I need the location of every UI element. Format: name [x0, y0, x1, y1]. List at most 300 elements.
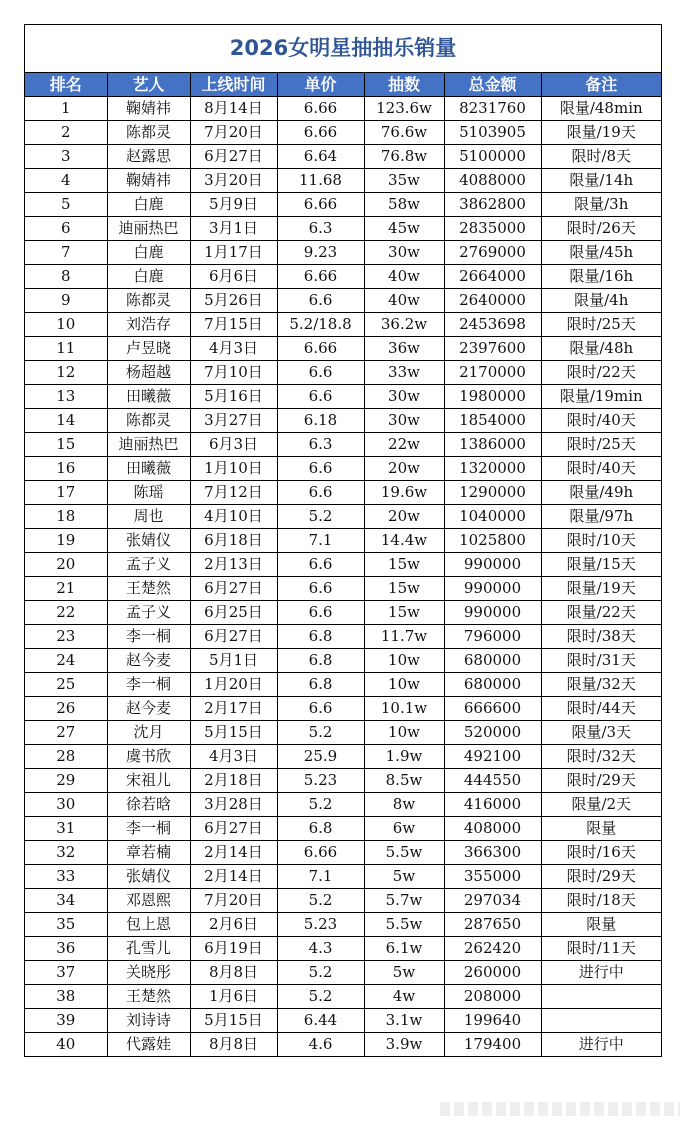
- total-amount-cell: 1290000: [444, 481, 541, 505]
- remarks-cell: 限时/8天: [541, 145, 661, 169]
- column-header-unit-price: 单价: [277, 73, 364, 97]
- table-row: [25, 865, 661, 889]
- draw-count-cell: 6w: [364, 817, 444, 841]
- unit-price-cell: 5.2/18.8: [277, 313, 364, 337]
- rank-cell: 19: [25, 529, 107, 553]
- total-amount-cell: 680000: [444, 649, 541, 673]
- draw-count-cell: 30w: [364, 385, 444, 409]
- artist-cell: 白鹿: [107, 265, 190, 289]
- rank-cell: 28: [25, 745, 107, 769]
- rank-cell: 22: [25, 601, 107, 625]
- table-row: [25, 97, 661, 121]
- draw-count-cell: 4w: [364, 985, 444, 1009]
- launch-date-cell: 6月19日: [190, 937, 277, 961]
- rank-cell: 37: [25, 961, 107, 985]
- launch-date-cell: 1月6日: [190, 985, 277, 1009]
- sales-table: [25, 73, 661, 1056]
- launch-date-cell: 6月18日: [190, 529, 277, 553]
- artist-cell: 周也: [107, 505, 190, 529]
- table-row: [25, 985, 661, 1009]
- launch-date-cell: 2月6日: [190, 913, 277, 937]
- launch-date-cell: 6月3日: [190, 433, 277, 457]
- table-row: [25, 625, 661, 649]
- table-row: [25, 457, 661, 481]
- unit-price-cell: 6.6: [277, 577, 364, 601]
- artist-cell: 陈瑶: [107, 481, 190, 505]
- launch-date-cell: 5月1日: [190, 649, 277, 673]
- artist-cell: 孟子义: [107, 553, 190, 577]
- draw-count-cell: 5.5w: [364, 841, 444, 865]
- artist-cell: 田曦薇: [107, 457, 190, 481]
- rank-cell: 1: [25, 97, 107, 121]
- rank-cell: 30: [25, 793, 107, 817]
- remarks-cell: 限时/16天: [541, 841, 661, 865]
- unit-price-cell: 11.68: [277, 169, 364, 193]
- total-amount-cell: 2769000: [444, 241, 541, 265]
- launch-date-cell: 3月28日: [190, 793, 277, 817]
- rank-cell: 5: [25, 193, 107, 217]
- table-title: 2026女明星抽抽乐销量: [25, 25, 661, 73]
- total-amount-cell: 1320000: [444, 457, 541, 481]
- launch-date-cell: 5月26日: [190, 289, 277, 313]
- artist-cell: 徐若晗: [107, 793, 190, 817]
- unit-price-cell: 5.2: [277, 505, 364, 529]
- unit-price-cell: 6.6: [277, 553, 364, 577]
- total-amount-cell: 262420: [444, 937, 541, 961]
- column-header-total-amount: 总金额: [444, 73, 541, 97]
- draw-count-cell: 40w: [364, 289, 444, 313]
- table-row: [25, 673, 661, 697]
- launch-date-cell: 4月3日: [190, 337, 277, 361]
- total-amount-cell: 796000: [444, 625, 541, 649]
- draw-count-cell: 30w: [364, 409, 444, 433]
- rank-cell: 7: [25, 241, 107, 265]
- rank-cell: 24: [25, 649, 107, 673]
- artist-cell: 鞠婧祎: [107, 97, 190, 121]
- launch-date-cell: 7月20日: [190, 889, 277, 913]
- total-amount-cell: 2453698: [444, 313, 541, 337]
- rank-cell: 29: [25, 769, 107, 793]
- remarks-cell: 限量/16h: [541, 265, 661, 289]
- total-amount-cell: 5100000: [444, 145, 541, 169]
- artist-cell: 王楚然: [107, 577, 190, 601]
- total-amount-cell: 666600: [444, 697, 541, 721]
- launch-date-cell: 3月20日: [190, 169, 277, 193]
- remarks-cell: 限量/4h: [541, 289, 661, 313]
- table-row: [25, 217, 661, 241]
- table-row: [25, 961, 661, 985]
- launch-date-cell: 6月27日: [190, 817, 277, 841]
- draw-count-cell: 76.8w: [364, 145, 444, 169]
- launch-date-cell: 6月6日: [190, 265, 277, 289]
- unit-price-cell: 6.6: [277, 289, 364, 313]
- draw-count-cell: 5.7w: [364, 889, 444, 913]
- remarks-cell: 限时/44天: [541, 697, 661, 721]
- artist-cell: 赵今麦: [107, 697, 190, 721]
- artist-cell: 李一桐: [107, 673, 190, 697]
- table-row: [25, 289, 661, 313]
- remarks-cell: 限量/2天: [541, 793, 661, 817]
- remarks-cell: 限时/38天: [541, 625, 661, 649]
- table-row: [25, 361, 661, 385]
- total-amount-cell: 990000: [444, 577, 541, 601]
- faded-footer-text: [440, 1102, 680, 1116]
- table-row: [25, 769, 661, 793]
- rank-cell: 33: [25, 865, 107, 889]
- rank-cell: 36: [25, 937, 107, 961]
- header-row: [25, 73, 661, 97]
- draw-count-cell: 6.1w: [364, 937, 444, 961]
- remarks-cell: 限时/29天: [541, 865, 661, 889]
- remarks-cell: 限时/22天: [541, 361, 661, 385]
- total-amount-cell: 2397600: [444, 337, 541, 361]
- unit-price-cell: 6.44: [277, 1009, 364, 1033]
- table-row: [25, 193, 661, 217]
- table-row: [25, 433, 661, 457]
- table-row: [25, 577, 661, 601]
- launch-date-cell: 8月8日: [190, 1033, 277, 1057]
- remarks-cell: 限量/49h: [541, 481, 661, 505]
- table-row: [25, 505, 661, 529]
- draw-count-cell: 30w: [364, 241, 444, 265]
- remarks-cell: 限量/97h: [541, 505, 661, 529]
- unit-price-cell: 6.3: [277, 217, 364, 241]
- unit-price-cell: 5.2: [277, 985, 364, 1009]
- rank-cell: 4: [25, 169, 107, 193]
- unit-price-cell: 6.6: [277, 385, 364, 409]
- table-body: [25, 97, 661, 1057]
- remarks-cell: 限量/19天: [541, 121, 661, 145]
- launch-date-cell: 5月9日: [190, 193, 277, 217]
- unit-price-cell: 5.2: [277, 961, 364, 985]
- draw-count-cell: 40w: [364, 265, 444, 289]
- draw-count-cell: 10.1w: [364, 697, 444, 721]
- launch-date-cell: 7月15日: [190, 313, 277, 337]
- launch-date-cell: 3月27日: [190, 409, 277, 433]
- artist-cell: 孔雪儿: [107, 937, 190, 961]
- artist-cell: 张婧仪: [107, 529, 190, 553]
- table-row: [25, 385, 661, 409]
- unit-price-cell: 5.2: [277, 721, 364, 745]
- rank-cell: 34: [25, 889, 107, 913]
- remarks-cell: 限时/25天: [541, 433, 661, 457]
- total-amount-cell: 408000: [444, 817, 541, 841]
- launch-date-cell: 7月20日: [190, 121, 277, 145]
- launch-date-cell: 1月20日: [190, 673, 277, 697]
- launch-date-cell: 6月27日: [190, 625, 277, 649]
- total-amount-cell: 2664000: [444, 265, 541, 289]
- rank-cell: 14: [25, 409, 107, 433]
- remarks-cell: [541, 1009, 661, 1033]
- remarks-cell: 限量/14h: [541, 169, 661, 193]
- total-amount-cell: 1386000: [444, 433, 541, 457]
- remarks-cell: 限时/25天: [541, 313, 661, 337]
- table-row: [25, 745, 661, 769]
- artist-cell: 卢昱晓: [107, 337, 190, 361]
- column-header-draw-count: 抽数: [364, 73, 444, 97]
- launch-date-cell: 6月27日: [190, 145, 277, 169]
- unit-price-cell: 6.66: [277, 265, 364, 289]
- remarks-cell: 进行中: [541, 961, 661, 985]
- artist-cell: 李一桐: [107, 817, 190, 841]
- draw-count-cell: 15w: [364, 577, 444, 601]
- draw-count-cell: 10w: [364, 721, 444, 745]
- artist-cell: 孟子义: [107, 601, 190, 625]
- table-row: [25, 817, 661, 841]
- launch-date-cell: 4月10日: [190, 505, 277, 529]
- draw-count-cell: 3.9w: [364, 1033, 444, 1057]
- table-row: [25, 337, 661, 361]
- artist-cell: 章若楠: [107, 841, 190, 865]
- artist-cell: 刘浩存: [107, 313, 190, 337]
- launch-date-cell: 2月14日: [190, 865, 277, 889]
- total-amount-cell: 208000: [444, 985, 541, 1009]
- unit-price-cell: 25.9: [277, 745, 364, 769]
- draw-count-cell: 10w: [364, 649, 444, 673]
- rank-cell: 13: [25, 385, 107, 409]
- unit-price-cell: 7.1: [277, 529, 364, 553]
- total-amount-cell: 355000: [444, 865, 541, 889]
- total-amount-cell: 2170000: [444, 361, 541, 385]
- unit-price-cell: 9.23: [277, 241, 364, 265]
- table-row: [25, 145, 661, 169]
- unit-price-cell: 6.6: [277, 697, 364, 721]
- total-amount-cell: 492100: [444, 745, 541, 769]
- draw-count-cell: 35w: [364, 169, 444, 193]
- unit-price-cell: 6.6: [277, 481, 364, 505]
- artist-cell: 迪丽热巴: [107, 433, 190, 457]
- table-row: [25, 481, 661, 505]
- total-amount-cell: 2640000: [444, 289, 541, 313]
- artist-cell: 李一桐: [107, 625, 190, 649]
- total-amount-cell: 520000: [444, 721, 541, 745]
- rank-cell: 3: [25, 145, 107, 169]
- table-row: [25, 313, 661, 337]
- launch-date-cell: 5月15日: [190, 1009, 277, 1033]
- sales-table-sheet: [24, 24, 662, 1057]
- rank-cell: 2: [25, 121, 107, 145]
- total-amount-cell: 416000: [444, 793, 541, 817]
- remarks-cell: 限量/48min: [541, 97, 661, 121]
- column-header-rank: 排名: [25, 73, 107, 97]
- draw-count-cell: 15w: [364, 601, 444, 625]
- table-row: [25, 721, 661, 745]
- table-row: [25, 265, 661, 289]
- artist-cell: 关晓彤: [107, 961, 190, 985]
- table-row: [25, 649, 661, 673]
- total-amount-cell: 1025800: [444, 529, 541, 553]
- launch-date-cell: 2月13日: [190, 553, 277, 577]
- rank-cell: 17: [25, 481, 107, 505]
- draw-count-cell: 36.2w: [364, 313, 444, 337]
- artist-cell: 包上恩: [107, 913, 190, 937]
- draw-count-cell: 58w: [364, 193, 444, 217]
- artist-cell: 虞书欣: [107, 745, 190, 769]
- total-amount-cell: 4088000: [444, 169, 541, 193]
- table-row: [25, 841, 661, 865]
- remarks-cell: 限量/19天: [541, 577, 661, 601]
- table-row: [25, 913, 661, 937]
- remarks-cell: 限量/15天: [541, 553, 661, 577]
- remarks-cell: 限量/48h: [541, 337, 661, 361]
- remarks-cell: 限时/40天: [541, 457, 661, 481]
- unit-price-cell: 6.3: [277, 433, 364, 457]
- artist-cell: 张婧仪: [107, 865, 190, 889]
- unit-price-cell: 6.64: [277, 145, 364, 169]
- draw-count-cell: 15w: [364, 553, 444, 577]
- launch-date-cell: 6月27日: [190, 577, 277, 601]
- rank-cell: 35: [25, 913, 107, 937]
- unit-price-cell: 6.18: [277, 409, 364, 433]
- launch-date-cell: 5月15日: [190, 721, 277, 745]
- draw-count-cell: 45w: [364, 217, 444, 241]
- total-amount-cell: 1854000: [444, 409, 541, 433]
- rank-cell: 25: [25, 673, 107, 697]
- rank-cell: 11: [25, 337, 107, 361]
- unit-price-cell: 6.8: [277, 649, 364, 673]
- launch-date-cell: 3月1日: [190, 217, 277, 241]
- unit-price-cell: 5.2: [277, 889, 364, 913]
- rank-cell: 23: [25, 625, 107, 649]
- draw-count-cell: 1.9w: [364, 745, 444, 769]
- table-row: [25, 889, 661, 913]
- table-row: [25, 793, 661, 817]
- unit-price-cell: 5.23: [277, 769, 364, 793]
- launch-date-cell: 4月3日: [190, 745, 277, 769]
- draw-count-cell: 20w: [364, 505, 444, 529]
- draw-count-cell: 19.6w: [364, 481, 444, 505]
- launch-date-cell: 2月18日: [190, 769, 277, 793]
- launch-date-cell: 7月10日: [190, 361, 277, 385]
- remarks-cell: 限时/18天: [541, 889, 661, 913]
- remarks-cell: 限时/11天: [541, 937, 661, 961]
- draw-count-cell: 8.5w: [364, 769, 444, 793]
- draw-count-cell: 10w: [364, 673, 444, 697]
- rank-cell: 39: [25, 1009, 107, 1033]
- launch-date-cell: 7月12日: [190, 481, 277, 505]
- draw-count-cell: 5.5w: [364, 913, 444, 937]
- draw-count-cell: 22w: [364, 433, 444, 457]
- rank-cell: 21: [25, 577, 107, 601]
- total-amount-cell: 366300: [444, 841, 541, 865]
- rank-cell: 15: [25, 433, 107, 457]
- remarks-cell: 限时/32天: [541, 745, 661, 769]
- draw-count-cell: 20w: [364, 457, 444, 481]
- total-amount-cell: 297034: [444, 889, 541, 913]
- total-amount-cell: 287650: [444, 913, 541, 937]
- total-amount-cell: 3862800: [444, 193, 541, 217]
- table-row: [25, 1033, 661, 1057]
- draw-count-cell: 76.6w: [364, 121, 444, 145]
- rank-cell: 32: [25, 841, 107, 865]
- total-amount-cell: 179400: [444, 1033, 541, 1057]
- table-row: [25, 121, 661, 145]
- remarks-cell: 限时/29天: [541, 769, 661, 793]
- artist-cell: 陈都灵: [107, 121, 190, 145]
- total-amount-cell: 1040000: [444, 505, 541, 529]
- artist-cell: 白鹿: [107, 241, 190, 265]
- artist-cell: 刘诗诗: [107, 1009, 190, 1033]
- table-row: [25, 1009, 661, 1033]
- rank-cell: 18: [25, 505, 107, 529]
- total-amount-cell: 990000: [444, 601, 541, 625]
- rank-cell: 12: [25, 361, 107, 385]
- total-amount-cell: 199640: [444, 1009, 541, 1033]
- artist-cell: 杨超越: [107, 361, 190, 385]
- remarks-cell: 限量/22天: [541, 601, 661, 625]
- column-header-remarks: 备注: [541, 73, 661, 97]
- table-row: [25, 169, 661, 193]
- total-amount-cell: 260000: [444, 961, 541, 985]
- rank-cell: 26: [25, 697, 107, 721]
- remarks-cell: [541, 985, 661, 1009]
- artist-cell: 王楚然: [107, 985, 190, 1009]
- total-amount-cell: 990000: [444, 553, 541, 577]
- remarks-cell: 限时/10天: [541, 529, 661, 553]
- table-row: [25, 241, 661, 265]
- draw-count-cell: 8w: [364, 793, 444, 817]
- draw-count-cell: 5w: [364, 865, 444, 889]
- remarks-cell: 限量: [541, 913, 661, 937]
- draw-count-cell: 36w: [364, 337, 444, 361]
- total-amount-cell: 8231760: [444, 97, 541, 121]
- total-amount-cell: 1980000: [444, 385, 541, 409]
- rank-cell: 8: [25, 265, 107, 289]
- table-row: [25, 937, 661, 961]
- unit-price-cell: 6.66: [277, 337, 364, 361]
- total-amount-cell: 680000: [444, 673, 541, 697]
- rank-cell: 40: [25, 1033, 107, 1057]
- table-row: [25, 409, 661, 433]
- remarks-cell: 限量: [541, 817, 661, 841]
- unit-price-cell: 6.8: [277, 625, 364, 649]
- table-row: [25, 601, 661, 625]
- launch-date-cell: 8月14日: [190, 97, 277, 121]
- artist-cell: 鞠婧祎: [107, 169, 190, 193]
- artist-cell: 白鹿: [107, 193, 190, 217]
- rank-cell: 31: [25, 817, 107, 841]
- artist-cell: 陈都灵: [107, 289, 190, 313]
- launch-date-cell: 2月17日: [190, 697, 277, 721]
- launch-date-cell: 1月10日: [190, 457, 277, 481]
- draw-count-cell: 123.6w: [364, 97, 444, 121]
- artist-cell: 赵今麦: [107, 649, 190, 673]
- remarks-cell: 进行中: [541, 1033, 661, 1057]
- unit-price-cell: 6.6: [277, 361, 364, 385]
- unit-price-cell: 4.6: [277, 1033, 364, 1057]
- artist-cell: 陈都灵: [107, 409, 190, 433]
- artist-cell: 邓恩熙: [107, 889, 190, 913]
- column-header-launch-date: 上线时间: [190, 73, 277, 97]
- unit-price-cell: 6.8: [277, 673, 364, 697]
- table-row: [25, 529, 661, 553]
- unit-price-cell: 6.8: [277, 817, 364, 841]
- draw-count-cell: 5w: [364, 961, 444, 985]
- unit-price-cell: 6.66: [277, 841, 364, 865]
- table-row: [25, 697, 661, 721]
- rank-cell: 16: [25, 457, 107, 481]
- artist-cell: 沈月: [107, 721, 190, 745]
- rank-cell: 38: [25, 985, 107, 1009]
- unit-price-cell: 6.66: [277, 121, 364, 145]
- remarks-cell: 限量/45h: [541, 241, 661, 265]
- rank-cell: 6: [25, 217, 107, 241]
- launch-date-cell: 5月16日: [190, 385, 277, 409]
- draw-count-cell: 11.7w: [364, 625, 444, 649]
- unit-price-cell: 6.66: [277, 97, 364, 121]
- launch-date-cell: 6月25日: [190, 601, 277, 625]
- unit-price-cell: 6.6: [277, 601, 364, 625]
